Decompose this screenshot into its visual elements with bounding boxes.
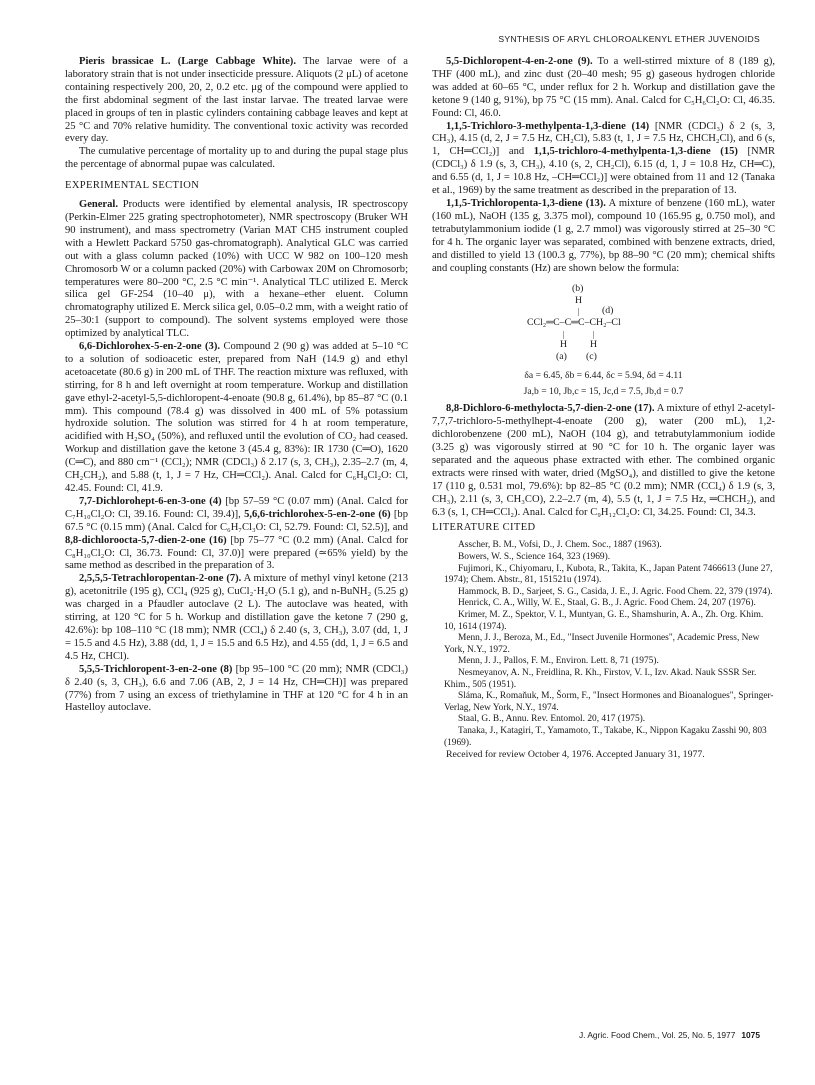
formula-h-b: H [575,295,583,307]
compound-16-title: 8,8-dichloroocta-5,7-dien-2-one (16) [65,534,227,546]
pieris-title: Pieris brassicae L. (Large Cabbage White). [79,56,296,67]
paragraph-compound-8 [65,664,408,716]
paragraph-general [65,199,408,341]
running-head: SYNTHESIS OF ARYL CHLOROALKENYL ETHER JUVENOIDS [498,34,760,44]
paragraph-compound-7 [65,573,408,663]
formula-h-c: H [590,339,598,351]
structural-formula [432,283,775,399]
pieris-body: The larvae were of a laboratory strain that is not under insecticide pressure. Aliquots (2 μL) of acetone containing respectively 200, 20, 2, 0.2 etc. μg of the compound were applied to the first abdominal segment of the last instar larvae. The treated larvae were placed in groups of ten in plastic cylinders containing cabbage leaves and kept at 25 °C and 70% relative humidity. The conventional toxic activity was recorded every day. [65,56,408,145]
formula-bond-a: | [563,330,565,340]
paragraph-compounds-14-15 [432,121,775,198]
paragraph-pieris [65,56,408,146]
formula-label-a: (a) [556,351,567,363]
reference-item: Hammock, B. D., Sarjeet, S. G., Casida, J. E., J. Agric. Food Chem. 22, 379 (1974). [458,586,773,597]
compound-15-title: 1,1,5-trichloro-4-methylpenta-1,3-diene (15) [533,146,738,158]
paragraph-compound-13 [432,198,775,275]
compound-16-body: [bp 75–77 °C (0.2 mm) (Anal. Calcd for C₈H₁₀Cl₂O: Cl, 36.73. Found: Cl, 37.0)] were prepared (≃65% yield) by the same method as described in the preparation of 3. [65,534,409,572]
compound-15-body: [NMR (CDCl₃) δ 1.9 (s, 3, CH₃), 4.10 (s, 2, CH₂Cl), 6.15 (d, 1, J = 10.8 Hz, CH═C), and 6.55 (d, 1, J = 10.8 Hz, –CH═CCl₂)] were obtained from 11 and 12 (Tanaka et al., 1969) by the same treatment as described in the preparation of 13. [432,146,775,197]
reference-item: Tanaka, J., Katagiri, T., Yamamoto, T., Takabe, K., Nippon Kagaku Zasshi 90, 803 (1969). [444,725,767,748]
reference-item: Nesmeyanov, A. N., Freidlina, R. Kh., Firstov, V. I., Izv. Akad. Nauk SSSR Ser. Khim., 505 (1951). [444,668,757,690]
compound-14-title: 1,1,5-Trichloro-3-methylpenta-1,3-diene (14) [446,120,650,132]
compound-8-body: [bp 95–100 °C (20 mm); NMR (CDCl₃) δ 2.40 (s, 3, CH₃), 6.6 and 7.06 (AB, 2, J = 14 Hz, CH═CH)] was prepared (77%) from 7 using an excess of triethylamine in THF at 120 °C for 4 h in an Hastelloy autoclave. [65,663,408,714]
formula-bond-c: | [593,330,595,340]
compound-9-body: To a well-stirred mixture of 8 (189 g), THF (400 mL), and zinc dust (20–40 mesh; 95 g) gaseous hydrogen chloride was added at 60–65 °C, under reflux for 2 h. Workup and distillation gave the ketone 9 (140 g, 91%), bp 75 °C (15 mm). Anal. Calcd for C₅H₆Cl₂O: Cl, 46.35. Found: Cl, 46.0. [432,56,776,119]
reference-item: Bowers, W. S., Science 164, 323 (1969). [458,552,611,563]
reference-item: Menn, J. J., Pallos, F. M., Environ. Lett. 8, 71 (1975). [458,656,659,667]
compound-4-body: [bp 57–59 °C (0.07 mm) (Anal. Calcd for C₇H₁₀Cl₂O: Cl, 39.16. Found: Cl, 39.4)], [65,495,408,520]
reference-item: Krimer, M. Z., Spektor, V. I., Muntyan, G. E., Shamshurin, A. A., Zh. Org. Khim. 10, 1614 (1974). [444,610,764,632]
formula-label-b: (b) [572,283,584,295]
reference-list [432,540,775,749]
page-footer [579,1030,760,1040]
compound-13-title: 1,1,5-Trichloropenta-1,3-diene (13). [446,197,606,209]
coupling-constants: Ja,b = 10, Jb,c = 15, Jc,d = 7.5, Jb,d = 0.7 [523,386,684,398]
compound-3-title: 6,6-Dichlorohex-5-en-2-one (3). [79,341,220,353]
right-column [432,56,775,762]
formula-label-d: (d) [602,305,614,317]
formula-h-a: H [560,339,568,351]
formula-bond-b: | [578,307,580,317]
compound-7-title: 2,5,5,5-Tetrachloropentan-2-one (7). [79,573,242,585]
literature-heading: LITERATURE CITED [432,521,536,533]
compound-8-title: 5,5,5-Trichloropent-3-en-2-one (8) [79,663,233,675]
paragraph-compound-17 [432,403,775,519]
left-column [65,56,408,715]
general-body: Products were identified by elemental analysis, IR spectroscopy (Perkin-Elmer 225 grating spectrophotometer), NMR spectroscopy (Bruker WH 90 instrument), and mass spectrometry (Varian MAT CH5 instrument coupled with a Hewlett Packard 5750 gas-chromatograph). Analytical GLC was carried out with a glass column packed (10%) with UCC W 982 on 100–120 mesh Chromosorb W or a column packed (20%) with Carbowax 20M on Chromosorb; temperatures were 80–200 °C, 2.5 °C min⁻¹. Analytical TLC utilized E. Merck silica gel GF-254 (10–40 μ), with a hexane–ether eluent. Column chromatography utilized E. Merck silica gel, 0.05–0.2 mm, with a weight ratio of 25–30:1 (support to compound). The solvent systems employed were those optimized by analytical TLC. [65,199,408,340]
page-number: 1075 [741,1030,760,1040]
journal-citation: J. Agric. Food Chem., Vol. 25, No. 5, 1977 [578,1030,736,1040]
reference-item: Staal, G. B., Annu. Rev. Entomol. 20, 417 (1975). [458,714,646,725]
compound-17-body: A mixture of ethyl 2-acetyl-7,7,7-trichloro-5-methylhept-4-enoate (200 g), water (200 mL), 1,2-dichlorobenzene (200 mL), NaOH (104 g), and tetrabutylammonium iodide (3.25 g) was vigorously stirred at 90 °C for 10 h. The organic layer was separated and the aqueous phase extracted with ether. The combined organic extracts were rinsed with water, dried (MgSO₄), and distilled to give the ketone 17 (110 g, 0.531 mol, 79.6%): bp 82–85 °C (0.2 mm); NMR (CCl₄) δ 1.9 (s, 3, CH₃), 2.11 (s, 3, CH₃CO), 2.2–2.7 (m, 4), 5.5 (t, 1, J = 7.5 Hz, ═CHCH₂), and 6.3 (s, 1, CH═CCl₂). Anal. Calcd for C₉H₁₂Cl₂O: Cl, 34.25. Found: Cl, 34.3. [432,403,775,518]
formula-main: CCl₂═C–C═C–CH₂–Cl [527,317,621,329]
compound-3-body: Compound 2 (90 g) was added at 5–10 °C to a solution of sodioacetic ester, prepared from NaH (14.9 g) and ethyl acetoacetate (80.6 g) in 200 mL of THF. The reaction mixture was refluxed, with stirring, for 8 h and left overnight at room temperature. Workup and distillation gave ethyl-2-acetyl-5,5-dichloropent-4-enoate (90.8 g, 61.4%), bp 85–87 °C (0.1 mm). This compound (78.4 g) was dissolved in 400 mL of 5% potassium hydroxide solution. The solution was stirred for 4 h at room temperature, acidified with H₂SO₄ (50%), and refluxed until the evolution of CO₂ had ceased. Workup and distillation gave the ketone 3 (45.4 g, 83%): IR 1730 (C═O), 1620 (C═C), and 880 cm⁻¹ (CCl₂); NMR (CDCl₃) δ 2.17 (s, 3, CH₃), 2.35–2.7 (m, 4, CH₂CH₂), and 5.88 (t, 1, J = 7 Hz, CH═CCl₂). Anal. Calcd for C₆H₈Cl₂O: Cl, 42.45. Found: Cl, 41.9. [65,341,408,494]
reference-item: Asscher, B. M., Vofsi, D., J. Chem. Soc., 1887 (1963). [458,540,662,551]
compound-6-title: 5,6,6-trichlorohex-5-en-2-one (6) [244,508,391,520]
compound-9-title: 5,5-Dichloropent-4-en-2-one (9). [446,56,593,67]
general-title: General. [79,199,118,211]
compound-7-body: A mixture of methyl vinyl ketone (213 g), acetonitrile (195 g), CCl₄ (925 g), CuCl₂·H₂O (5.1 g), and n-BuNH₂ (5.25 g) was charged in a Pfaudler autoclave (2 L). The autoclave was heated, with stirring, at 120 °C for 5 h. Workup and distillation gave the ketone 7 (290 g, 42.6%): bp 108–110 °C (18 mm); NMR (CCl₄) δ 2.40 (s, 3, CH₃), 3.07 (dd, 1, J = 15.5 and 4.5 Hz), 3.88 (dd, 1, J = 15.5 and 6.5 Hz), and 4.55 (dd, 1, J = 6.5 and 4.5 Hz, CHCl). [65,573,409,662]
paragraph-compound-9 [432,56,775,121]
reference-item: Fujimori, K., Chiyomaru, I., Kubota, R., Takita, K., Japan Patent 7466613 (June 27, 1974); Chem. Abstr., 81, 151521u (1974). [444,563,773,586]
received-note: Received for review October 4, 1976. Accepted January 31, 1977. [446,749,705,761]
chemical-shifts: δa = 6.45, δb = 6.44, δc = 5.94, δd = 4.11 [524,370,683,382]
paragraph-compounds-4-6-16 [65,496,408,573]
compound-14-body: [NMR (CDCl₃) δ 2 (s, 3, CH₃), 4.15 (d, 2, J = 7.5 Hz, CH₂Cl), 5.83 (t, 1, J = 7.5 Hz, CHCH₂Cl), and 6 (s, 1, CH═CCl₂)] and [432,120,775,158]
reference-item: Sláma, K., Romaňuk, M., Šorm, F., "Insect Hormones and Bioanalogues", Springer-Verlag, New York, N.Y., 1974. [444,691,774,713]
compound-6-body: [bp 67.5 °C (0.15 mm) (Anal. Calcd for C₆H₇Cl₃O: Cl, 52.79. Found: Cl, 52.5)], and [65,508,408,533]
formula-label-c: (c) [586,351,597,363]
compound-13-body: A mixture of benzene (160 mL), water (160 mL), NaOH (135 g, 3.375 mol), compound 10 (165.95 g, 0.750 mol), and tetrabutylammonium iodide (1 g, 2.7 mmol) was vigorously stirred at 25–30 °C for 4 h. The organic layer was separated, combined with benzene extracts, dried, and distilled to yield 13 (100.3 g, 77%), bp 88–90 °C (20 mm); chemical shifts and coupling constants (Hz) are shown below the formula: [432,197,775,274]
paragraph-mortality: The cumulative percentage of mortality up to and during the pupal stage plus the percentage of abnormal pupae was calculated. [65,146,408,171]
compound-17-title: 8,8-Dichloro-6-methylocta-5,7-dien-2-one (17). [446,403,655,415]
experimental-heading: EXPERIMENTAL SECTION [65,180,200,192]
reference-item: Menn, J. J., Beroza, M., Ed., "Insect Juvenile Hormones", Academic Press, New York, N.Y., 1972. [444,633,760,655]
reference-item: Henrick, C. A., Willy, W. E., Staal, G. B., J. Agric. Food Chem. 24, 207 (1976). [458,598,756,609]
compound-4-title: 7,7-Dichlorohept-6-en-3-one (4) [79,495,222,507]
paragraph-compound-3 [65,341,408,496]
